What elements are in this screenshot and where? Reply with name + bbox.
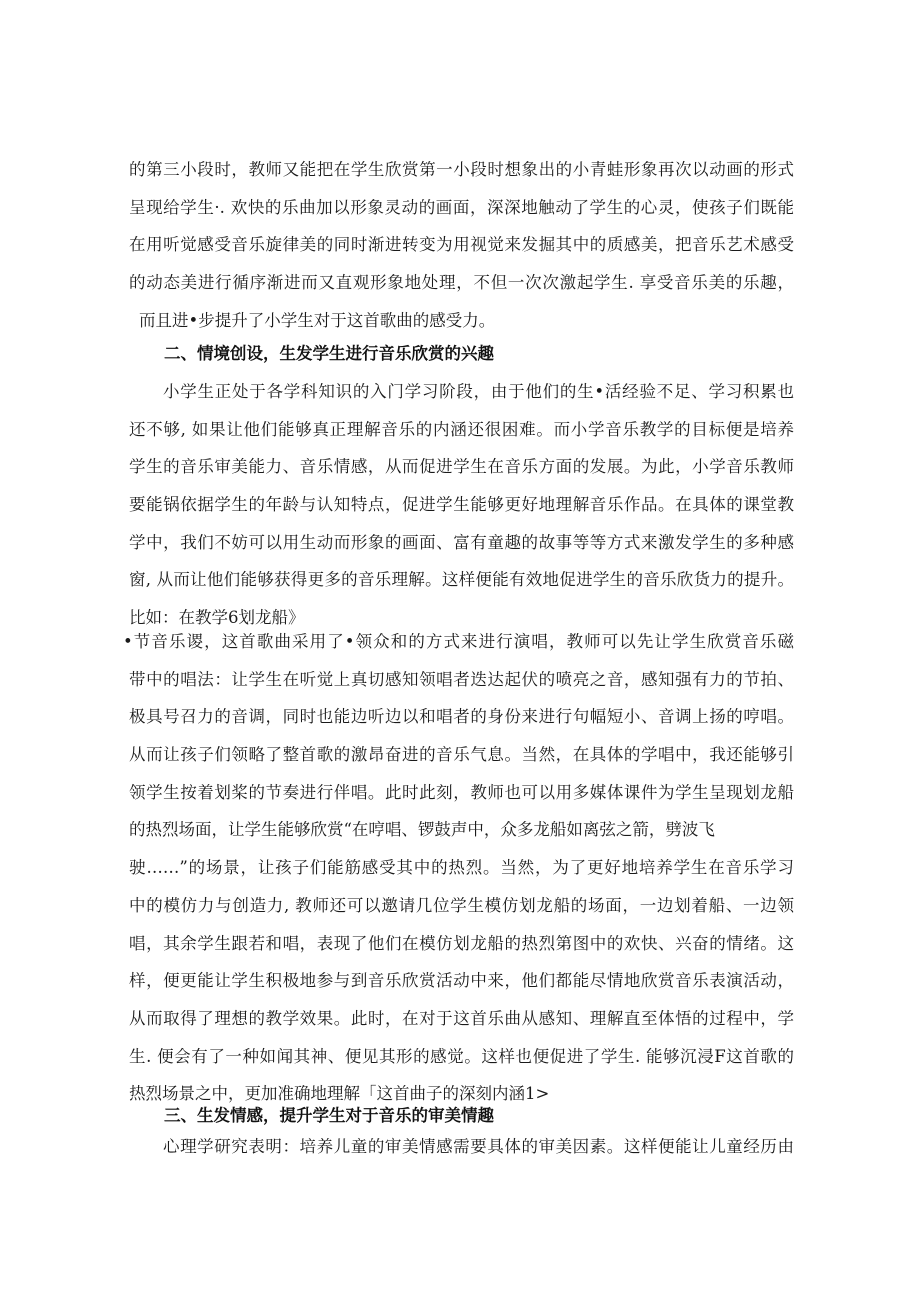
paragraph-line: 的热烈场面，让学生能够欣赏“在哼唱、锣鼓声中，众多龙船如离弦之箭，劈波飞 [129,820,715,840]
paragraph-line: 学中，我们不妨可以用生动而形象的画面、富有童趣的故事等等方式来激发学生的多种感 [129,532,794,552]
paragraph-line: •节音乐谡，这首歌曲采用了•领众和的方式来进行演唱，教师可以先让学生欣赏音乐磁 [123,632,794,651]
paragraph-line: 要能锅依据学生的年龄与认知特点，促进学生能够更好地理解音乐作品。在具体的课堂教 [129,495,794,515]
paragraph-line: 带中的唱法：让学生在听觉上真切感知领唱者迭达起伏的喷亮之音，感知强有力的节拍、 [129,669,794,689]
paragraph-line: 从而取得了理想的教学效果。此时，在对于这首乐曲从感知、理解直至体悟的过程中，学 [129,1008,794,1028]
paragraph-line: 生. 便会有了一种如闻其神、便见其形的感觉。这样也便促进了学生. 能够沉浸F这首歌的 [129,1046,794,1066]
paragraph-line: 学生的音乐审美能力、音乐情感，从而促进学生在音乐方面的发展。为此，小学音乐教师 [129,457,794,477]
paragraph-line: 驶……”的场景，让孩子们能筋感受其中的热烈。当然，为了更好地培养学生在音乐学习 [129,858,794,878]
paragraph-line: 唱，其余学生跟若和唱，表现了他们在模仿划龙船的热烈第图中的欢快、兴奋的情绪。这 [129,933,794,953]
paragraph-line: 而且进•步提升了小学生对于这首歌曲的感受力。 [139,310,496,330]
section-heading-2: 二、情境创设，生发学生进行音乐欣赏的兴趣 [164,344,494,363]
paragraph-line: 的动态美进行循序渐进而又直观形象地处理，不但一次次激起学生. 享受音乐美的乐趣， [129,273,794,293]
paragraph-line: 热烈场景之中，更加准确地理解「这首曲子的深刻内涵1> [129,1084,550,1104]
paragraph-line: 极具号召力的音调，同时也能边听边以和唱者的身份来进行句幅短小、音调上扬的哼唱。 [129,707,794,727]
paragraph-line: 窗, 从而让他们能够获得更多的音乐理解。这样便能有效地促进学生的音乐欣货力的提升。 [129,570,794,590]
paragraph-line: 样，便更能让学生积极地参与到音乐欣赏活动中来，他们都能尽情地欣赏音乐表演活动， [129,971,794,991]
paragraph-3 [123,623,794,1113]
section-heading-3: 三、生发情感，提升学生对于音乐的审美情趣 [164,1106,494,1125]
paragraph-line: 小学生正处于各学科知识的入门学习阶段，由于他们的生•活经验不足、学习积累也 [163,382,794,401]
paragraph-line: 还不够, 如果让他们能够真正理解音乐的内涵还很困难。而小学音乐教学的目标便是培养 [129,419,794,439]
paragraph-2 [129,373,794,637]
paragraph-line: 从而让孩子们领略了整首歌的激昂奋进的音乐气息。当然，在具体的学唱中，我还能够引 [129,745,794,765]
paragraph-4 [129,1128,794,1166]
paragraph-line: 的第三小段时，教师又能把在学生欣赏第一小段时想象出的小青蛙形象再次以动画的形式 [129,160,794,179]
paragraph-line: 领学生按着划桨的节奏进行伴唱。此时此刻，教师也可以用多媒体课件为学生呈现划龙船 [129,782,794,802]
paragraph-1 [129,151,794,339]
paragraph-line: 呈现给学生·. 欢快的乐曲加以形象灵动的画面，深深地触动了学生的心灵，使孩子们既能 [129,197,794,217]
paragraph-line: 比如：在教学6划龙船》 [129,608,305,628]
paragraph-line: 在用听觉感受音乐旋律美的同时渐进转变为用视觉来发掘其中的质感美，把音乐艺术感受 [129,235,794,255]
paragraph-line: 心理学研究表明：培养儿童的审美情感需要具体的审美因素。这样便能让儿童经历由 [163,1137,794,1156]
paragraph-line: 中的模仿力与创造力, 教师还可以邀请几位学生模仿划龙船的场面，一边划着船、一边领 [129,895,794,915]
